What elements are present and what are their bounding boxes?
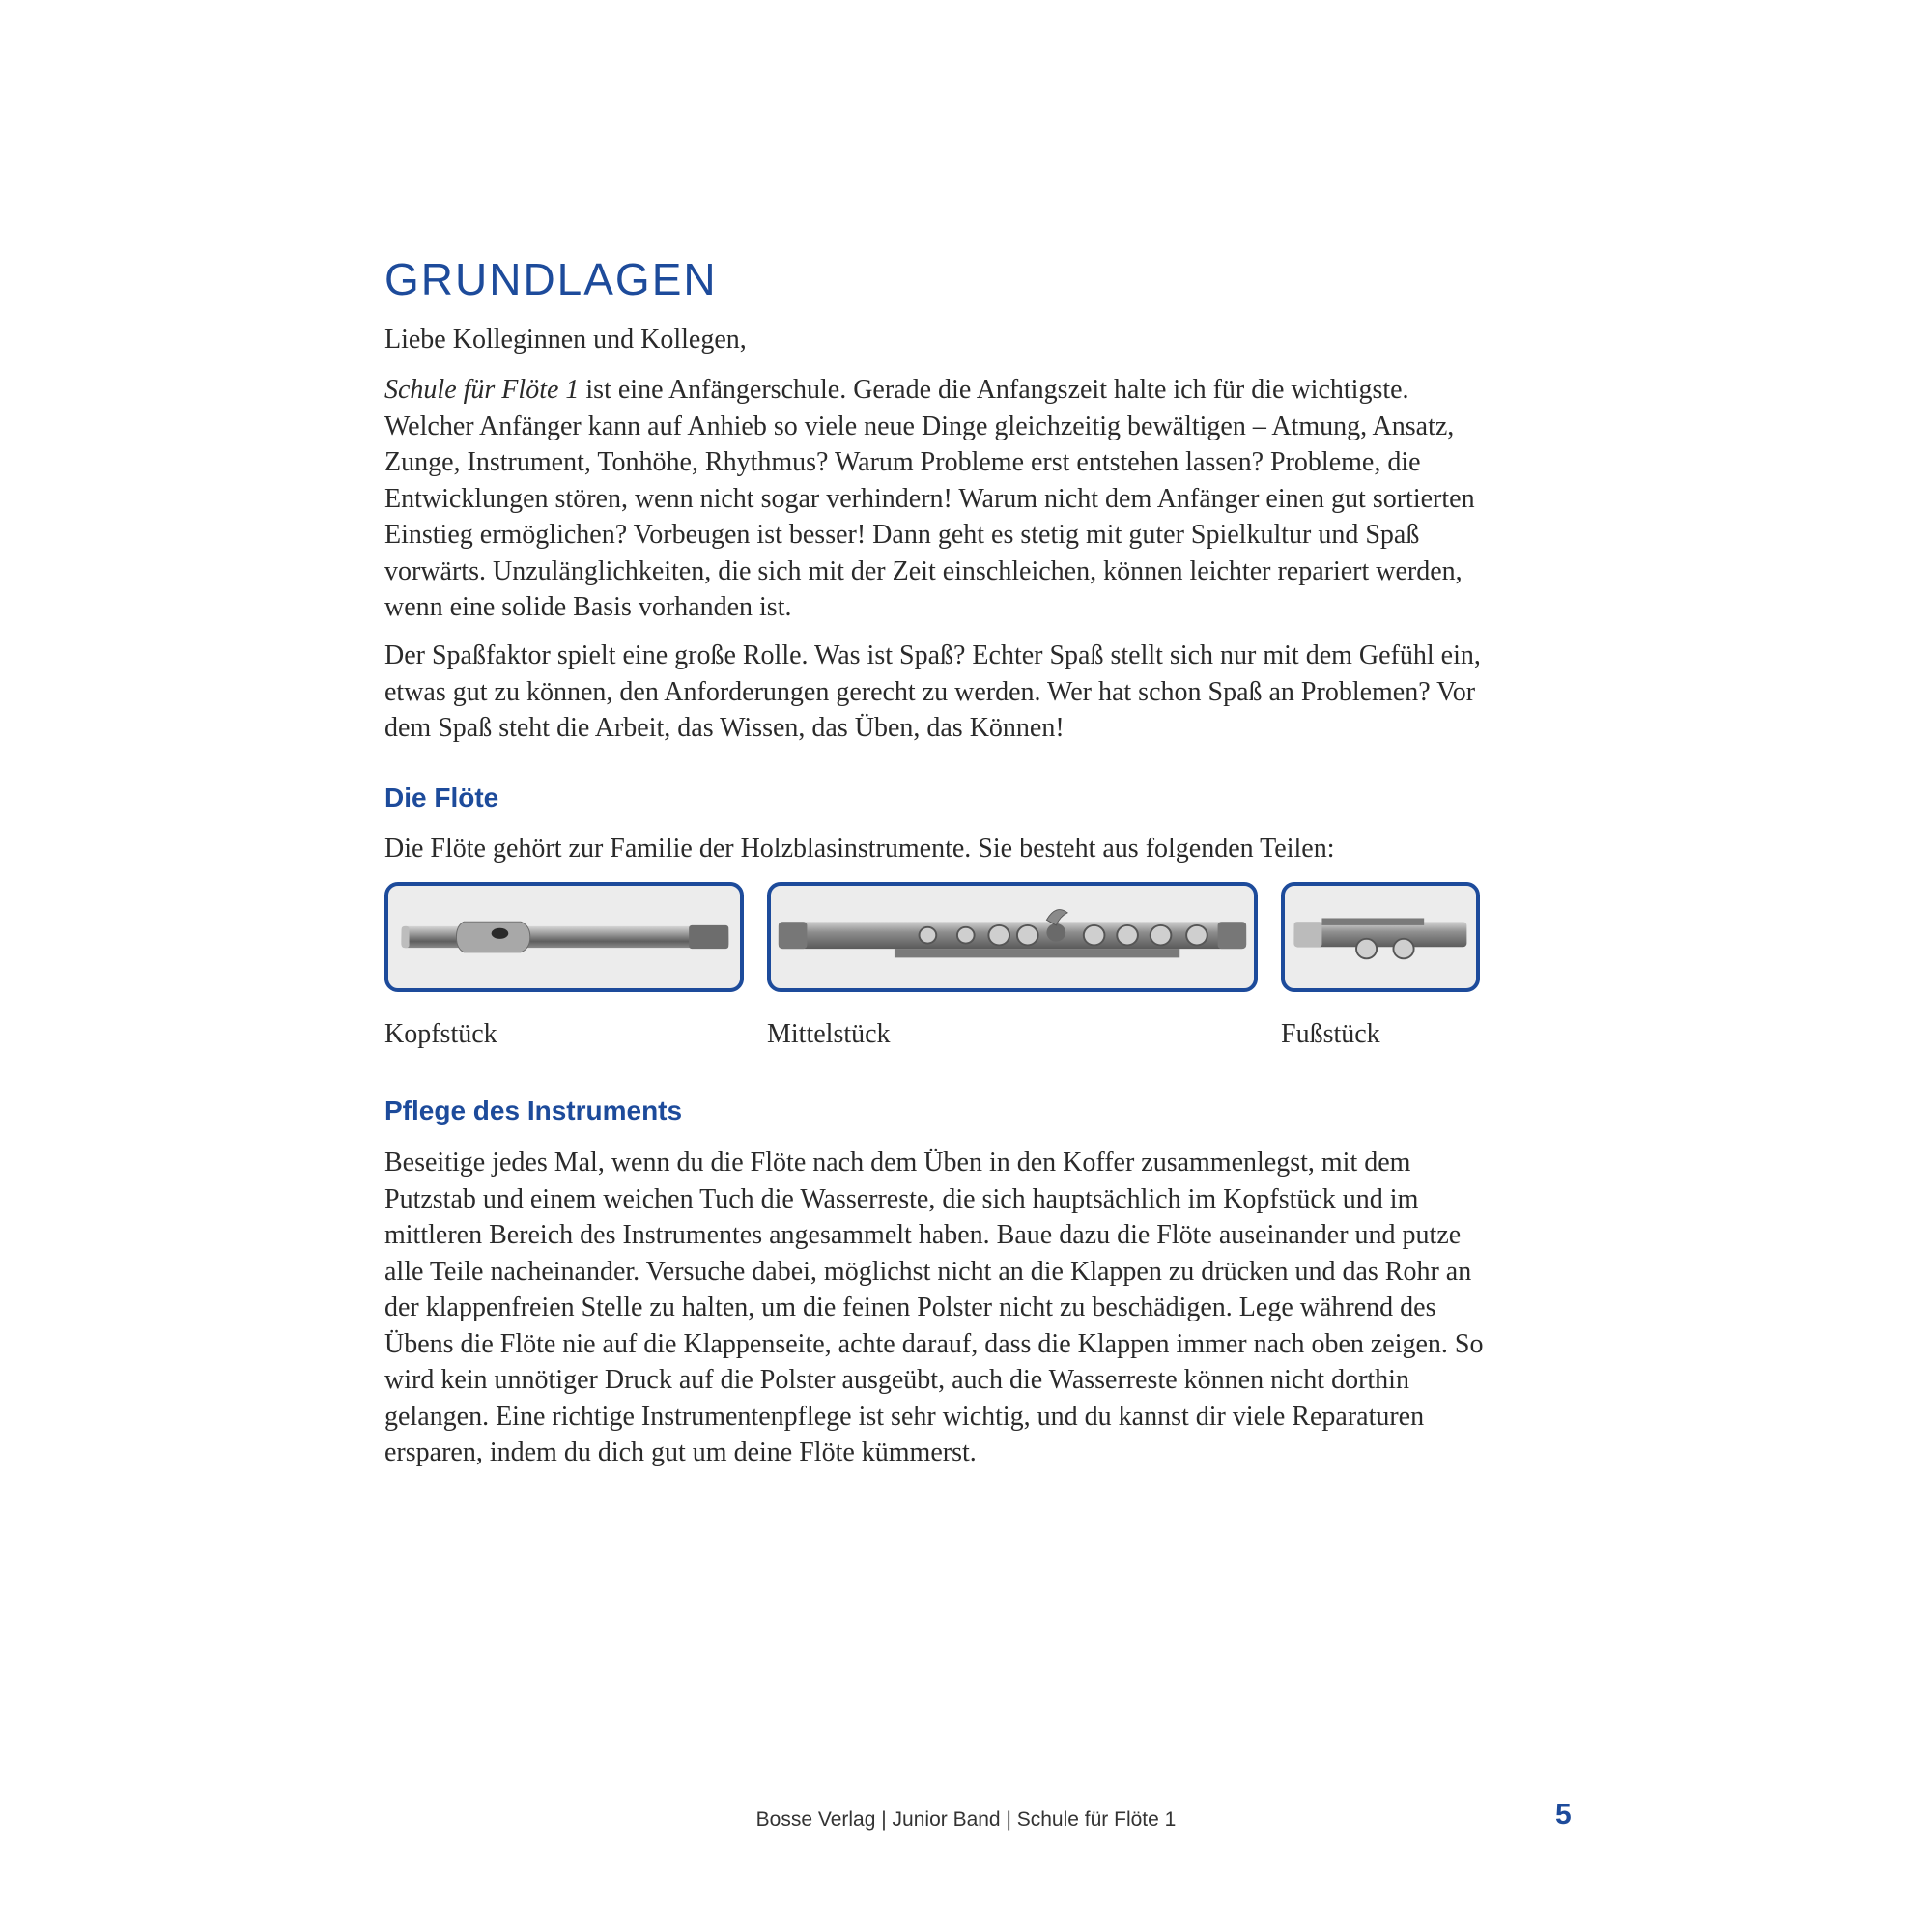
greeting xyxy=(384,322,1495,358)
part-label-body-joint: Mittelstück xyxy=(767,1019,891,1049)
page-number: 5 xyxy=(1555,1799,1572,1831)
section-heading-floete: Die Flöte xyxy=(384,782,499,812)
part-label-footjoint: Fußstück xyxy=(1281,1019,1380,1049)
headjoint-image xyxy=(384,882,744,992)
intro-paragraph-text: ist eine Anfängerschule. Gerade die Anfangszeit halte ich für die wichtigste. Welcher Anfänger kann auf Anhieb so viele neue Dinge gleichzeitig bewältigen – Atmung, Ansatz, Zunge, Instrument, Tonhöhe, Rhythmus? Warum Probleme erst entstehen lassen? Probleme, die Entwicklungen stören, wenn nicht sogar verhindern! Warum nicht dem Anfänger einen gut sortierten Einstieg ermöglichen? Vorbeugen ist besser! Dann geht es stetig mit guter Spielkultur und Spaß vorwärts. Unzulänglichkeiten, die sich mit der Zeit einschleichen, können leichter repariert werden, wenn eine solide Basis vorhanden ist. xyxy=(384,375,1475,622)
floete-intro-text: Die Flöte gehört zur Familie der Holzblasinstrumente. Sie besteht aus folgenden Teilen: xyxy=(384,834,1335,864)
part-label-headjoint: Kopfstück xyxy=(384,1019,497,1049)
floete-intro xyxy=(384,831,1495,867)
footjoint-image xyxy=(1281,882,1480,992)
page-title: GRUNDLAGEN xyxy=(384,254,718,304)
footjoint-illustration xyxy=(1285,886,1476,988)
page-footer: Bosse Verlag | Junior Band | Schule für Flöte 1 xyxy=(755,1808,1177,1831)
body-joint-image xyxy=(767,882,1258,992)
fun-paragraph xyxy=(384,638,1495,747)
care-paragraph-text: Beseitige jedes Mal, wenn du die Flöte nach dem Üben in den Koffer zusammenlegst, mit dem Putzstab und einem weichen Tuch die Wasserreste, die sich hauptsächlich im Kopfstück und im mittleren Bereich des Instrumentes angesammelt haben. Baue dazu die Flöte auseinander und putze alle Teile nacheinander. Versuche dabei, möglichst nicht an die Klappen zu drücken und das Rohr an der klappenfreien Stelle zu halten, um die feinen Polster nicht zu beschädigen. Lege während des Übens die Flöte nie auf die Klappenseite, achte darauf, dass die Klappen immer nach oben zeigen. So wird kein unnötiger Druck auf die Polster ausgeübt, auch die Wasserreste können nicht dorthin gelangen. Eine richtige Instrumentenpflege ist sehr wichtig, und du kannst dir viele Reparaturen ersparen, indem du dich gut um deine Flöte kümmerst. xyxy=(384,1148,1484,1467)
greeting-text: Liebe Kolleginnen und Kollegen, xyxy=(384,325,747,355)
book-title-italic: Schule für Flöte 1 xyxy=(384,375,580,405)
headjoint-illustration xyxy=(388,886,740,988)
section-heading-pflege: Pflege des Instruments xyxy=(384,1095,683,1125)
body-joint-illustration xyxy=(771,886,1254,988)
fun-paragraph-text: Der Spaßfaktor spielt eine große Rolle. Was ist Spaß? Echter Spaß stellt sich nur mit dem Gefühl ein, etwas gut zu können, den Anforderungen gerecht zu werden. Wer hat schon Spaß an Problemen? Vor dem Spaß steht die Arbeit, das Wissen, das Üben, das Können! xyxy=(384,640,1481,743)
intro-paragraph xyxy=(384,372,1495,626)
care-paragraph xyxy=(384,1145,1495,1471)
